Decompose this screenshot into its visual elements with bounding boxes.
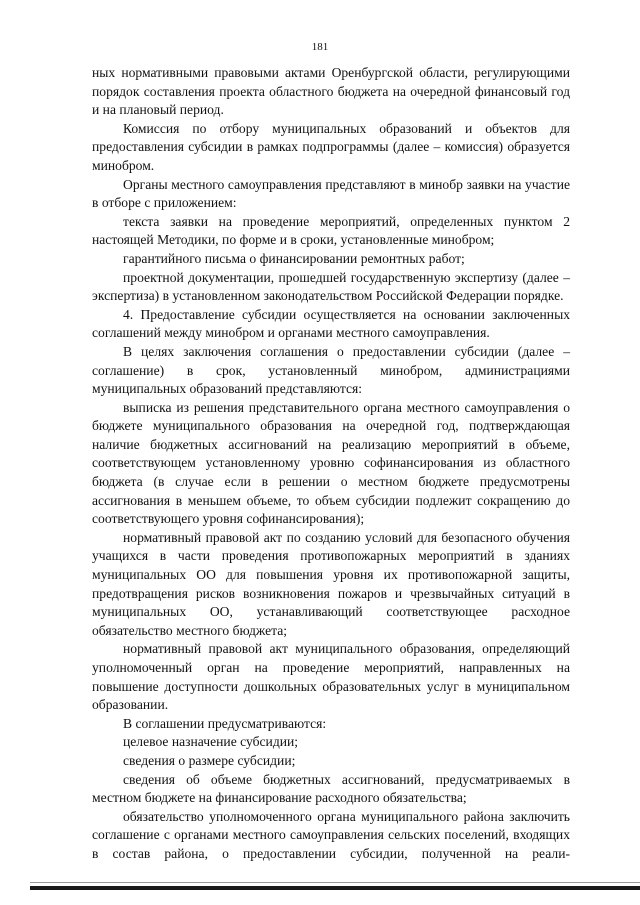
paragraph: Органы местного самоуправления представляют в минобр заявки на участие в отборе с приложением: <box>92 176 570 211</box>
paragraph: обязательство уполномоченного органа муниципального района заключить соглашение с органами местного самоуправления сельских поселений, входящих в состав района, о предоставлении субсидии, полученной на реали- <box>92 808 570 861</box>
paragraph: нормативный правовой акт муниципального образования, определяющий уполномоченный орган на проведение мероприятий, направленных на повышение доступности дошкольных образовательных услуг в муниципальном образовании. <box>92 641 570 713</box>
scan-edge-line <box>30 882 640 883</box>
paragraph: сведения о размере субсидии; <box>123 752 296 768</box>
paragraph: текста заявки на проведение мероприятий, определенных пунктом 2 настоящей Методики, по форме и в сроки, установленные минобром; <box>92 213 570 248</box>
paragraph: 4. Предоставление субсидии осуществляется на основании заключенных соглашений между минобром и органами местного самоуправления. <box>92 306 570 341</box>
paragraph: В соглашении предусматриваются: <box>123 715 327 731</box>
paragraph: Комиссия по отбору муниципальных образований и объектов для предоставления субсидии в рамках подпрограммы (далее – комиссия) образуется минобром. <box>92 120 570 173</box>
paragraph: выписка из решения представительного органа местного самоуправления о бюджете муниципального образования на очередной год, подтверждающая наличие бюджетных ассигнований на реализацию мероприятий в объеме, соответствующем установленному уровню софинансирования из областного бюджета (в случае если в решении о местном бюджете предусмотрены ассигнования в меньшем объеме, то объем субсидии подлежит сокращению до соответствующего уровня софинансирования); <box>92 399 570 527</box>
paragraph: сведения об объеме бюджетных ассигнований, предусматриваемых в местном бюджете на финансирование расходного обязательства; <box>92 771 570 806</box>
page-number: 181 <box>311 41 329 53</box>
paragraph: гарантийного письма о финансировании ремонтных работ; <box>123 250 465 266</box>
paragraph: проектной документации, прошедшей государственную экспертизу (далее – экспертиза) в установленном законодательством Российской Федерации порядке. <box>92 269 570 304</box>
scan-bottom-border <box>30 886 640 890</box>
paragraph: нормативный правовой акт по созданию условий для безопасного обучения учащихся в части проведения противопожарных мероприятий в зданиях муниципальных ОО для повышения уровня их противопожарной защиты, предотвращения рисков возникновения пожаров и чрезвычайных ситуаций в муниципальных ОО, устанавливающий соответствующее расходное обязательство местного бюджета; <box>92 529 570 638</box>
paragraph: ных нормативными правовыми актами Оренбургской области, регулирующими порядок составления проекта областного бюджета на очередной финансовый год и на плановый период. <box>92 65 570 118</box>
document-body <box>92 64 570 864</box>
paragraph: целевое назначение субсидии; <box>123 734 299 750</box>
paragraph: В целях заключения соглашения о предоставлении субсидии (далее – соглашение) в срок, установленный минобром, администрациями муниципальных образований представляются: <box>92 343 570 397</box>
